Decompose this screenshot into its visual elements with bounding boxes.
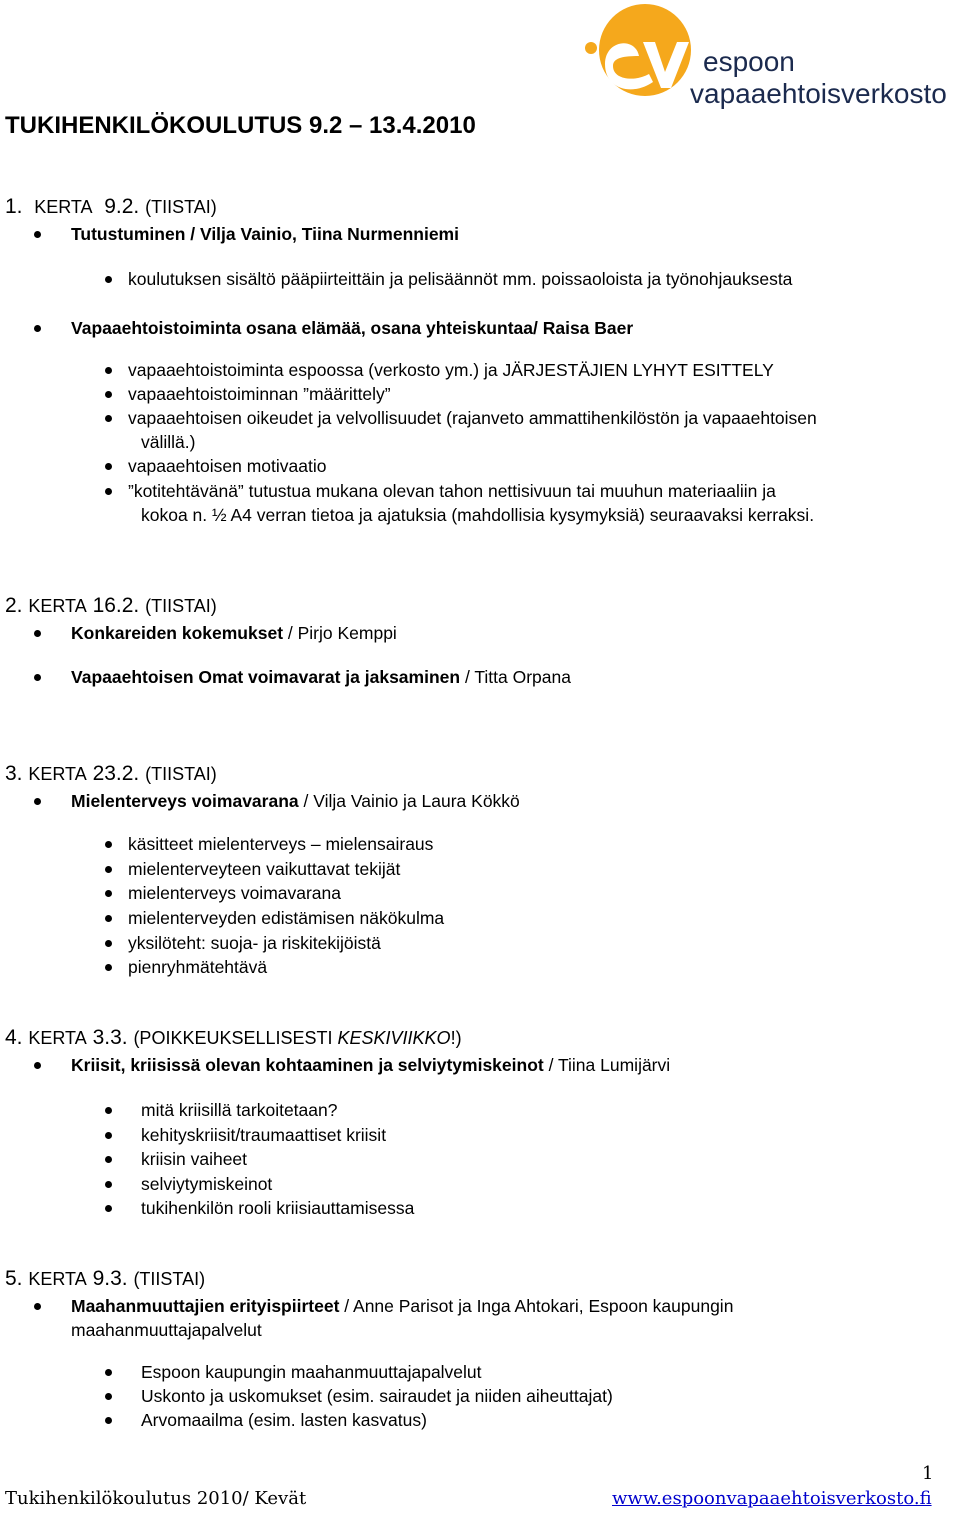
- bullet-icon: [105, 940, 112, 947]
- list-item: tukihenkilön rooli kriisiauttamisessa: [141, 1198, 415, 1218]
- document-title: TUKIHENKILÖKOULUTUS 9.2 – 13.4.2010: [5, 112, 476, 139]
- bullet-icon: [105, 1156, 112, 1163]
- bullet-icon: [105, 1181, 112, 1188]
- footer-website-link[interactable]: www.espoonvapaaehtoisverkosto.fi: [612, 1488, 932, 1509]
- list-item: selviytymiskeinot: [141, 1174, 273, 1194]
- topic-presenter: / Pirjo Kemppi: [283, 623, 397, 643]
- page-number: 1: [922, 1463, 934, 1484]
- session-day-close: !): [450, 1028, 462, 1048]
- list-item: pienryhmätehtävä: [128, 957, 268, 977]
- topic-title: Maahanmuuttajien erityispiirteet: [71, 1296, 340, 1316]
- bullet-icon: [34, 1303, 41, 1310]
- logo-mark-icon: [583, 2, 695, 112]
- list-item: yksilöteht: suoja- ja riskitekijöistä: [128, 933, 381, 953]
- session-day-italic: KESKIVIIKKO: [337, 1028, 451, 1048]
- topic-title: Vapaaehtoisen Omat voimavarat ja jaksaminen: [71, 667, 461, 687]
- session-3-topic: [71, 791, 520, 812]
- bullet-icon: [34, 325, 41, 332]
- session-num: 3.: [5, 762, 23, 785]
- bullet-icon: [105, 1107, 112, 1114]
- session-label: KERTA: [28, 1028, 87, 1048]
- list-item: mielenterveyden edistämisen näkökulma: [128, 908, 445, 928]
- bullet-icon: [105, 1417, 112, 1424]
- bullet-icon: [105, 1393, 112, 1400]
- topic-title: Tutustuminen / Vilja Vainio, Tiina Nurmenniemi: [71, 224, 459, 244]
- session-num: 1.: [5, 195, 23, 218]
- list-item: käsitteet mielenterveys – mielensairaus: [128, 834, 434, 854]
- logo-text-espoon: espoon: [703, 46, 795, 77]
- list-item: vapaaehtoistoiminnan ”määrittely”: [128, 384, 391, 404]
- session-1-topic-2: [71, 318, 633, 339]
- list-item: vapaaehtoisen oikeudet ja velvollisuudet (rajanveto ammattihenkilöstön ja vapaaehtoisen: [128, 408, 817, 428]
- session-2-heading: [5, 594, 217, 618]
- session-date: 16.2.: [92, 594, 140, 617]
- bullet-icon: [34, 231, 41, 238]
- session-date: 9.3.: [92, 1267, 128, 1290]
- list-item: koulutuksen sisältö pääpiirteittäin ja pelisäännöt mm. poissaoloista ja työnohjauksesta: [128, 269, 793, 289]
- list-item: mitä kriisillä tarkoitetaan?: [141, 1100, 338, 1120]
- session-date: 9.2.: [104, 195, 140, 218]
- logo-text-verkosto: vapaaehtoisverkosto: [690, 78, 947, 109]
- session-3-heading: [5, 762, 217, 786]
- bullet-icon: [105, 488, 112, 495]
- session-1-topic-1: [71, 224, 459, 245]
- session-date: 3.3.: [92, 1026, 128, 1049]
- footer-left-text: Tukihenkilökoulutus 2010/ Kevät: [5, 1488, 307, 1509]
- session-label: KERTA: [28, 1269, 87, 1289]
- topic-presenter: / Vilja Vainio ja Laura Kökkö: [298, 791, 520, 811]
- list-item: mielenterveyteen vaikuttavat tekijät: [128, 859, 401, 879]
- session-4-heading: [5, 1026, 462, 1050]
- topic-title: Kriisit, kriisissä olevan kohtaaminen ja selviytymiskeinot: [71, 1055, 544, 1075]
- session-label: KERTA: [28, 596, 87, 616]
- bullet-icon: [105, 1369, 112, 1376]
- bullet-icon: [34, 798, 41, 805]
- bullet-icon: [34, 674, 41, 681]
- topic-title: Mielenterveys voimavarana: [71, 791, 299, 811]
- list-item: Uskonto ja uskomukset (esim. sairaudet ja niiden aiheuttajat): [141, 1386, 613, 1406]
- topic-presenter: / Tiina Lumijärvi: [543, 1055, 671, 1075]
- session-2-topic-2: [71, 667, 571, 688]
- session-day: (TIISTAI): [145, 197, 217, 217]
- bullet-icon: [105, 391, 112, 398]
- list-item: mielenterveys voimavarana: [128, 883, 342, 903]
- list-item: kriisin vaiheet: [141, 1149, 248, 1169]
- session-5-heading: [5, 1267, 205, 1291]
- list-item: ”kotitehtävänä” tutustua mukana olevan tahon nettisivuun tai muuhun materiaaliin ja: [128, 481, 776, 501]
- bullet-icon: [105, 1132, 112, 1139]
- bullet-icon: [105, 964, 112, 971]
- bullet-icon: [105, 841, 112, 848]
- bullet-icon: [105, 463, 112, 470]
- session-num: 5.: [5, 1267, 23, 1290]
- bullet-icon: [105, 890, 112, 897]
- list-item: vapaaehtoistoiminta espoossa (verkosto ym.) ja JÄRJESTÄJIEN LYHYT ESITTELY: [128, 360, 774, 380]
- session-date: 23.2.: [92, 762, 140, 785]
- bullet-icon: [105, 367, 112, 374]
- session-day-text: (POIKKEUKSELLISESTI: [133, 1028, 338, 1048]
- session-4-topic: [71, 1055, 670, 1076]
- bullet-icon: [105, 915, 112, 922]
- list-item-continued: kokoa n. ½ A4 verran tietoa ja ajatuksia (mahdollisia kysymyksiä) seuraavaksi kerraksi.: [141, 505, 815, 525]
- session-label: KERTA: [34, 197, 93, 217]
- session-day: (TIISTAI): [145, 596, 217, 616]
- session-label: KERTA: [28, 764, 87, 784]
- session-num: 4.: [5, 1026, 23, 1049]
- session-num: 2.: [5, 594, 23, 617]
- session-5-topic-continued: maahanmuuttajapalvelut: [71, 1320, 262, 1340]
- bullet-icon: [34, 630, 41, 637]
- list-item: Arvomaailma (esim. lasten kasvatus): [141, 1410, 427, 1430]
- session-1-heading: [5, 195, 217, 219]
- bullet-icon: [34, 1062, 41, 1069]
- session-day: [133, 1028, 461, 1048]
- session-day: (TIISTAI): [145, 764, 217, 784]
- topic-title: Vapaaehtoistoiminta osana elämää, osana yhteiskuntaa/ Raisa Baer: [71, 318, 634, 338]
- session-2-topic-1: [71, 623, 397, 644]
- list-item-continued: välillä.): [141, 432, 196, 452]
- list-item: Espoon kaupungin maahanmuuttajapalvelut: [141, 1362, 482, 1382]
- topic-title: Konkareiden kokemukset: [71, 623, 284, 643]
- bullet-icon: [105, 276, 112, 283]
- topic-presenter: / Titta Orpana: [460, 667, 571, 687]
- session-5-topic: [71, 1296, 733, 1317]
- session-day: (TIISTAI): [133, 1269, 206, 1289]
- list-item: kehityskriisit/traumaattiset kriisit: [141, 1125, 387, 1145]
- bullet-icon: [105, 866, 112, 873]
- bullet-icon: [105, 415, 112, 422]
- topic-presenter: / Anne Parisot ja Inga Ahtokari, Espoon kaupungin: [339, 1296, 734, 1316]
- list-item: vapaaehtoisen motivaatio: [128, 456, 327, 476]
- bullet-icon: [105, 1205, 112, 1212]
